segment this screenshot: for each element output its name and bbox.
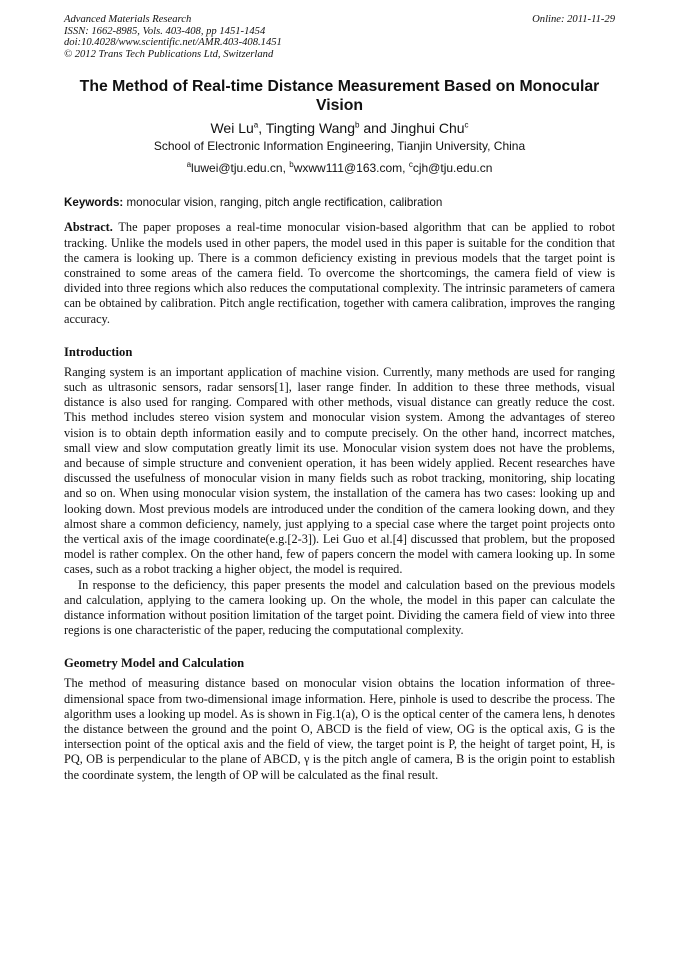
email-mark: b (289, 160, 294, 170)
geometry-paragraph-1: The method of measuring distance based on monocular vision obtains the location information of three-dimensional space from two-dimensional image information. Here, pinhole is used to describe the process. The algorithm uses a looking up model. As is shown in Fig.1(a), O is the optical center of the camera lens, h denotes the distance between the ground and the point O, ABCD is the field of view, OG is the optical axis, G is the intersection point of the optical axis and the field of view, the target point is P, the height of target point, H, is PQ, OB is perpendicular to the plane of ABCD, γ is the pitch angle of camera, B is the origin point to establish the coordinate system, the length of OP will be calculated as the final result. (64, 676, 615, 782)
issn-line: ISSN: 1662-8985, Vols. 403-408, pp 1451-1454 (64, 25, 266, 37)
author-affil-mark: c (464, 120, 469, 130)
geometry-heading: Geometry Model and Calculation (64, 656, 245, 671)
author-name: Tingting Wang (265, 120, 355, 137)
introduction-heading: Introduction (64, 344, 133, 359)
online-date: Online: 2011-11-29 (532, 14, 615, 25)
email-address[interactable]: cjh@tju.edu.cn (412, 161, 493, 176)
copyright-line: © 2012 Trans Tech Publications Ltd, Switzerland (64, 48, 274, 60)
email-line (64, 161, 615, 175)
journal-header (64, 14, 615, 60)
author-separator: , (258, 120, 266, 137)
email-address[interactable]: luwei@tju.edu.cn, (191, 161, 290, 176)
author-name: Jinghui Chu (390, 120, 465, 137)
email-mark: a (186, 160, 192, 170)
paper-title: The Method of Real-time Distance Measurement Based on Monocular Vision (79, 78, 600, 115)
keywords-text: monocular vision, ranging, pitch angle rectification, calibration (123, 196, 443, 210)
introduction-paragraph-2: In response to the deficiency, this paper presents the model and calculation based on the previous models and calculation, applying to the camera looking up. On the whole, the model in this paper can calculate the distance information without position limitation of the target point. Dividing the camera field of view into three regions is one characteristic of the paper, reducing the computational complexity. (64, 577, 615, 638)
author-affil-mark: a (253, 120, 259, 130)
keywords-line (64, 196, 615, 210)
journal-name: Advanced Materials Research (64, 14, 192, 25)
abstract-text: The paper proposes a real-time monocular vision-based algorithm that can be applied to robot tracking. Unlike the models used in other papers, the model used in this paper is suitable for the condition that the camera is looking up. There is a common deficiency existing in previous models that the target point is constrained to some areas of the camera field. To overcome the shortcomings, the camera field of view is divided into three regions which also reduces the computational complexity. The intrinsic parameters of camera can be obtained by calibration. Pitch angle rectification, together with camera calibration, improves the ranging accuracy. (64, 220, 615, 326)
author-separator: and (359, 120, 391, 137)
author-name: Wei Lu (210, 120, 254, 137)
email-mark: c (408, 160, 413, 170)
keywords-label: Keywords: (64, 196, 124, 210)
abstract-label: Abstract. (64, 220, 113, 235)
author-line (64, 120, 615, 136)
introduction-paragraph-1: Ranging system is an important application of machine vision. Currently, many methods are used for ranging such as ultrasonic sensors, radar sensors[1], laser range finder. In addition to these three methods, visual distance is also used for ranging. Compared with other methods, visual distance can greatly reduce the cost. This method includes stereo vision system and monocular vision system. Among the advantages of stereo vision is to obtain depth information easily and to compute precisely. On the other hand, incorrect matches, small view and slow computation greatly limit its use. Monocular vision system does not have the problems, and because of simple structure and convenient operation, it has been widely applied. Recent researches have discussed the usefulness of monocular vision in many fields such as robot tracking, monitoring, ship locating and so on. When using monocular vision system, the installation of the camera has two cases: looking up and looking down. Most previous models are introduced under the condition of the camera looking down, and they almost share a common deficiency, namely, just applying to a special case where the target point projects onto the vertical axis of the image coordinate(e.g.[2-3]). Lei Guo et al.[4] discussed that problem, but the proposed model is rather complex. On the other hand, few of papers concern the model with camera looking up. In some cases, such as a robot tracking a higher object, the model is required. (64, 364, 615, 577)
author-affil-mark: b (355, 120, 360, 130)
affiliation: School of Electronic Information Engineering, Tianjin University, China (153, 139, 526, 154)
doi-line[interactable]: doi:10.4028/www.scientific.net/AMR.403-408.1451 (64, 37, 282, 49)
paper-page (64, 14, 615, 783)
email-address[interactable]: wxww111@163.com, (293, 161, 409, 176)
abstract-paragraph (64, 220, 615, 326)
